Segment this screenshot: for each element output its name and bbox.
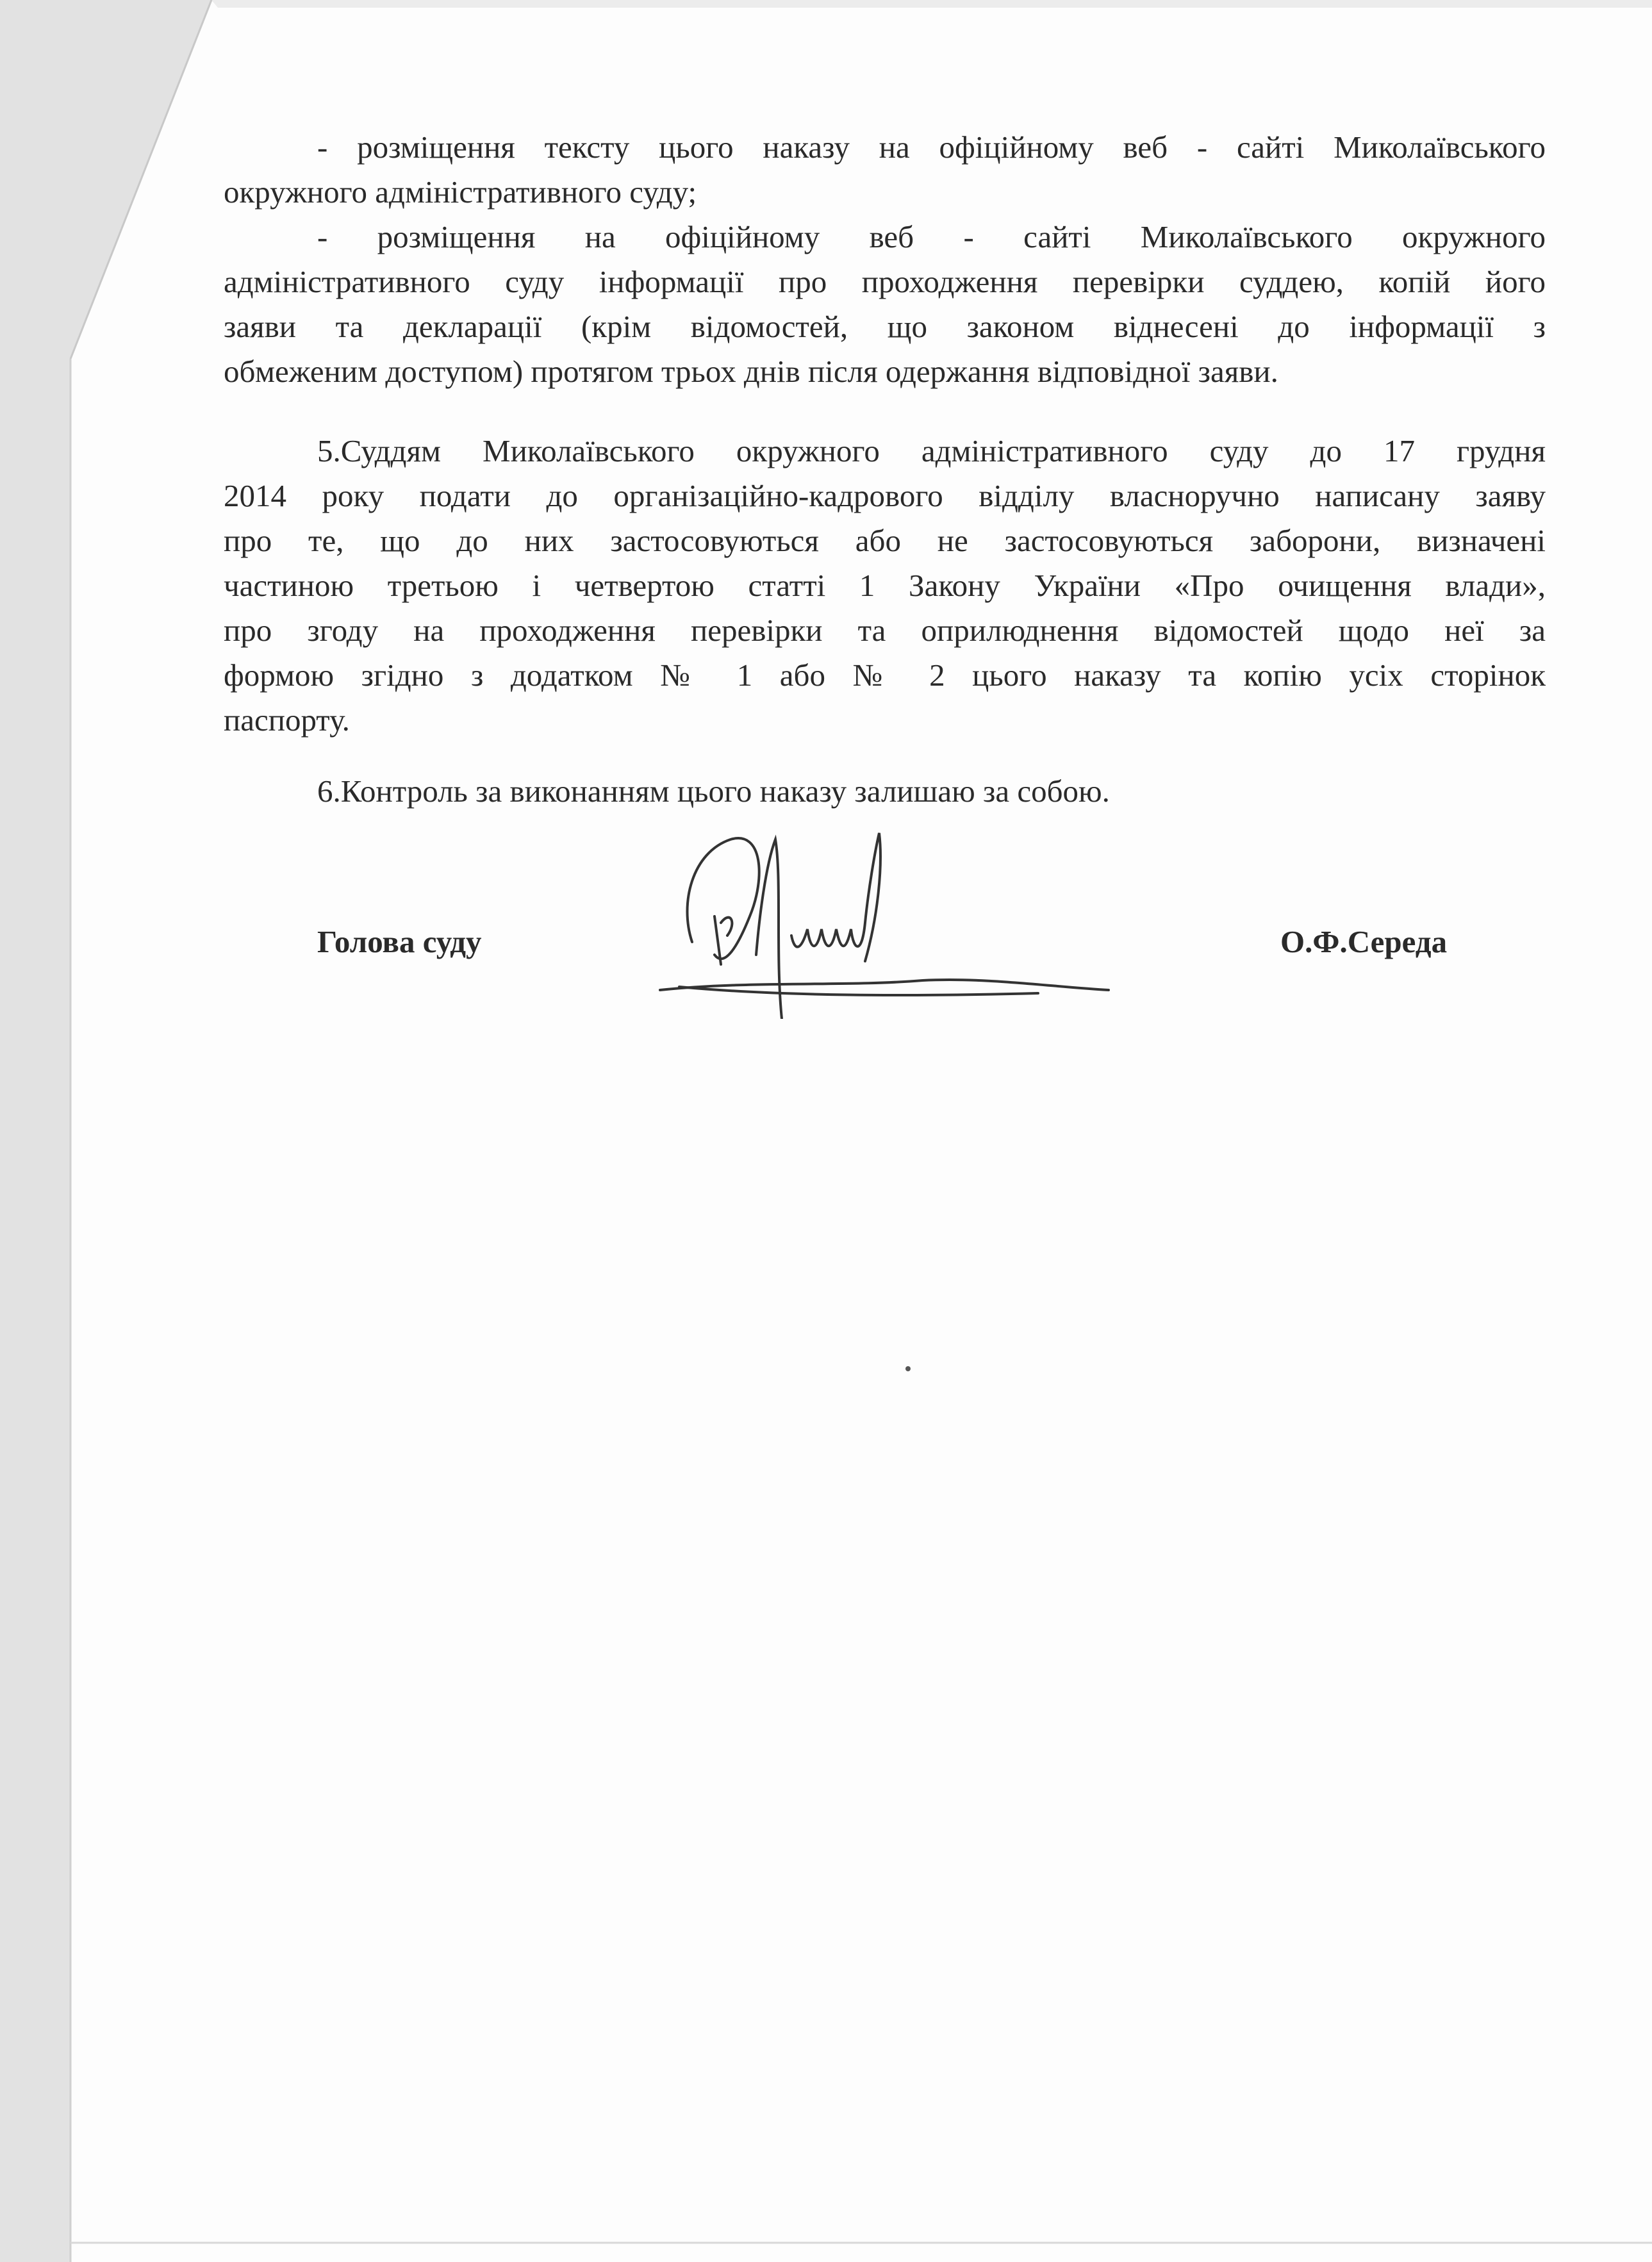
text-line: про згоду на проходження перевірки та оприлюднення відомостей щодо неї за (224, 613, 1546, 648)
signer-name: О.Ф.Середа (1280, 924, 1448, 959)
text-line: заяви та декларації (крім відомостей, що законом віднесені до інформації з (224, 309, 1546, 344)
text-line: паспорту. (224, 702, 350, 738)
paragraph-6: 6.Контроль за виконанням цього наказу залишаю за собою. (317, 773, 1110, 809)
text-line: адміністративного суду інформації про проходження перевірки суддею, копій його (224, 264, 1546, 299)
signer-position: Голова суду (317, 924, 482, 959)
scan-dot (905, 1366, 911, 1371)
text-line: - розміщення на офіційному веб - сайті Миколаївського окружного (317, 219, 1546, 254)
text-line: окружного адміністративного суду; (224, 174, 697, 210)
text-line: обмеженим доступом) протягом трьох днів після одержання відповідної заяви. (224, 354, 1278, 389)
text-line: 5.Суддям Миколаївського окружного адміністративного суду до 17 грудня (317, 433, 1546, 468)
text-line: формою згідно з додатком № 1 або № 2 цього наказу та копію усіх сторінок (224, 657, 1546, 693)
text-line: - розміщення тексту цього наказу на офіційному веб - сайті Миколаївського (317, 129, 1546, 165)
text-line: 2014 року подати до організаційно-кадрового відділу власноручно написану заяву (224, 478, 1546, 513)
text-line: про те, що до них застосовуються або не застосовуються заборони, визначені (224, 523, 1546, 558)
text-line: частиною третьою і четвертою статті 1 Закону України «Про очищення влади», (224, 568, 1546, 603)
handwritten-signature (654, 827, 1115, 1019)
